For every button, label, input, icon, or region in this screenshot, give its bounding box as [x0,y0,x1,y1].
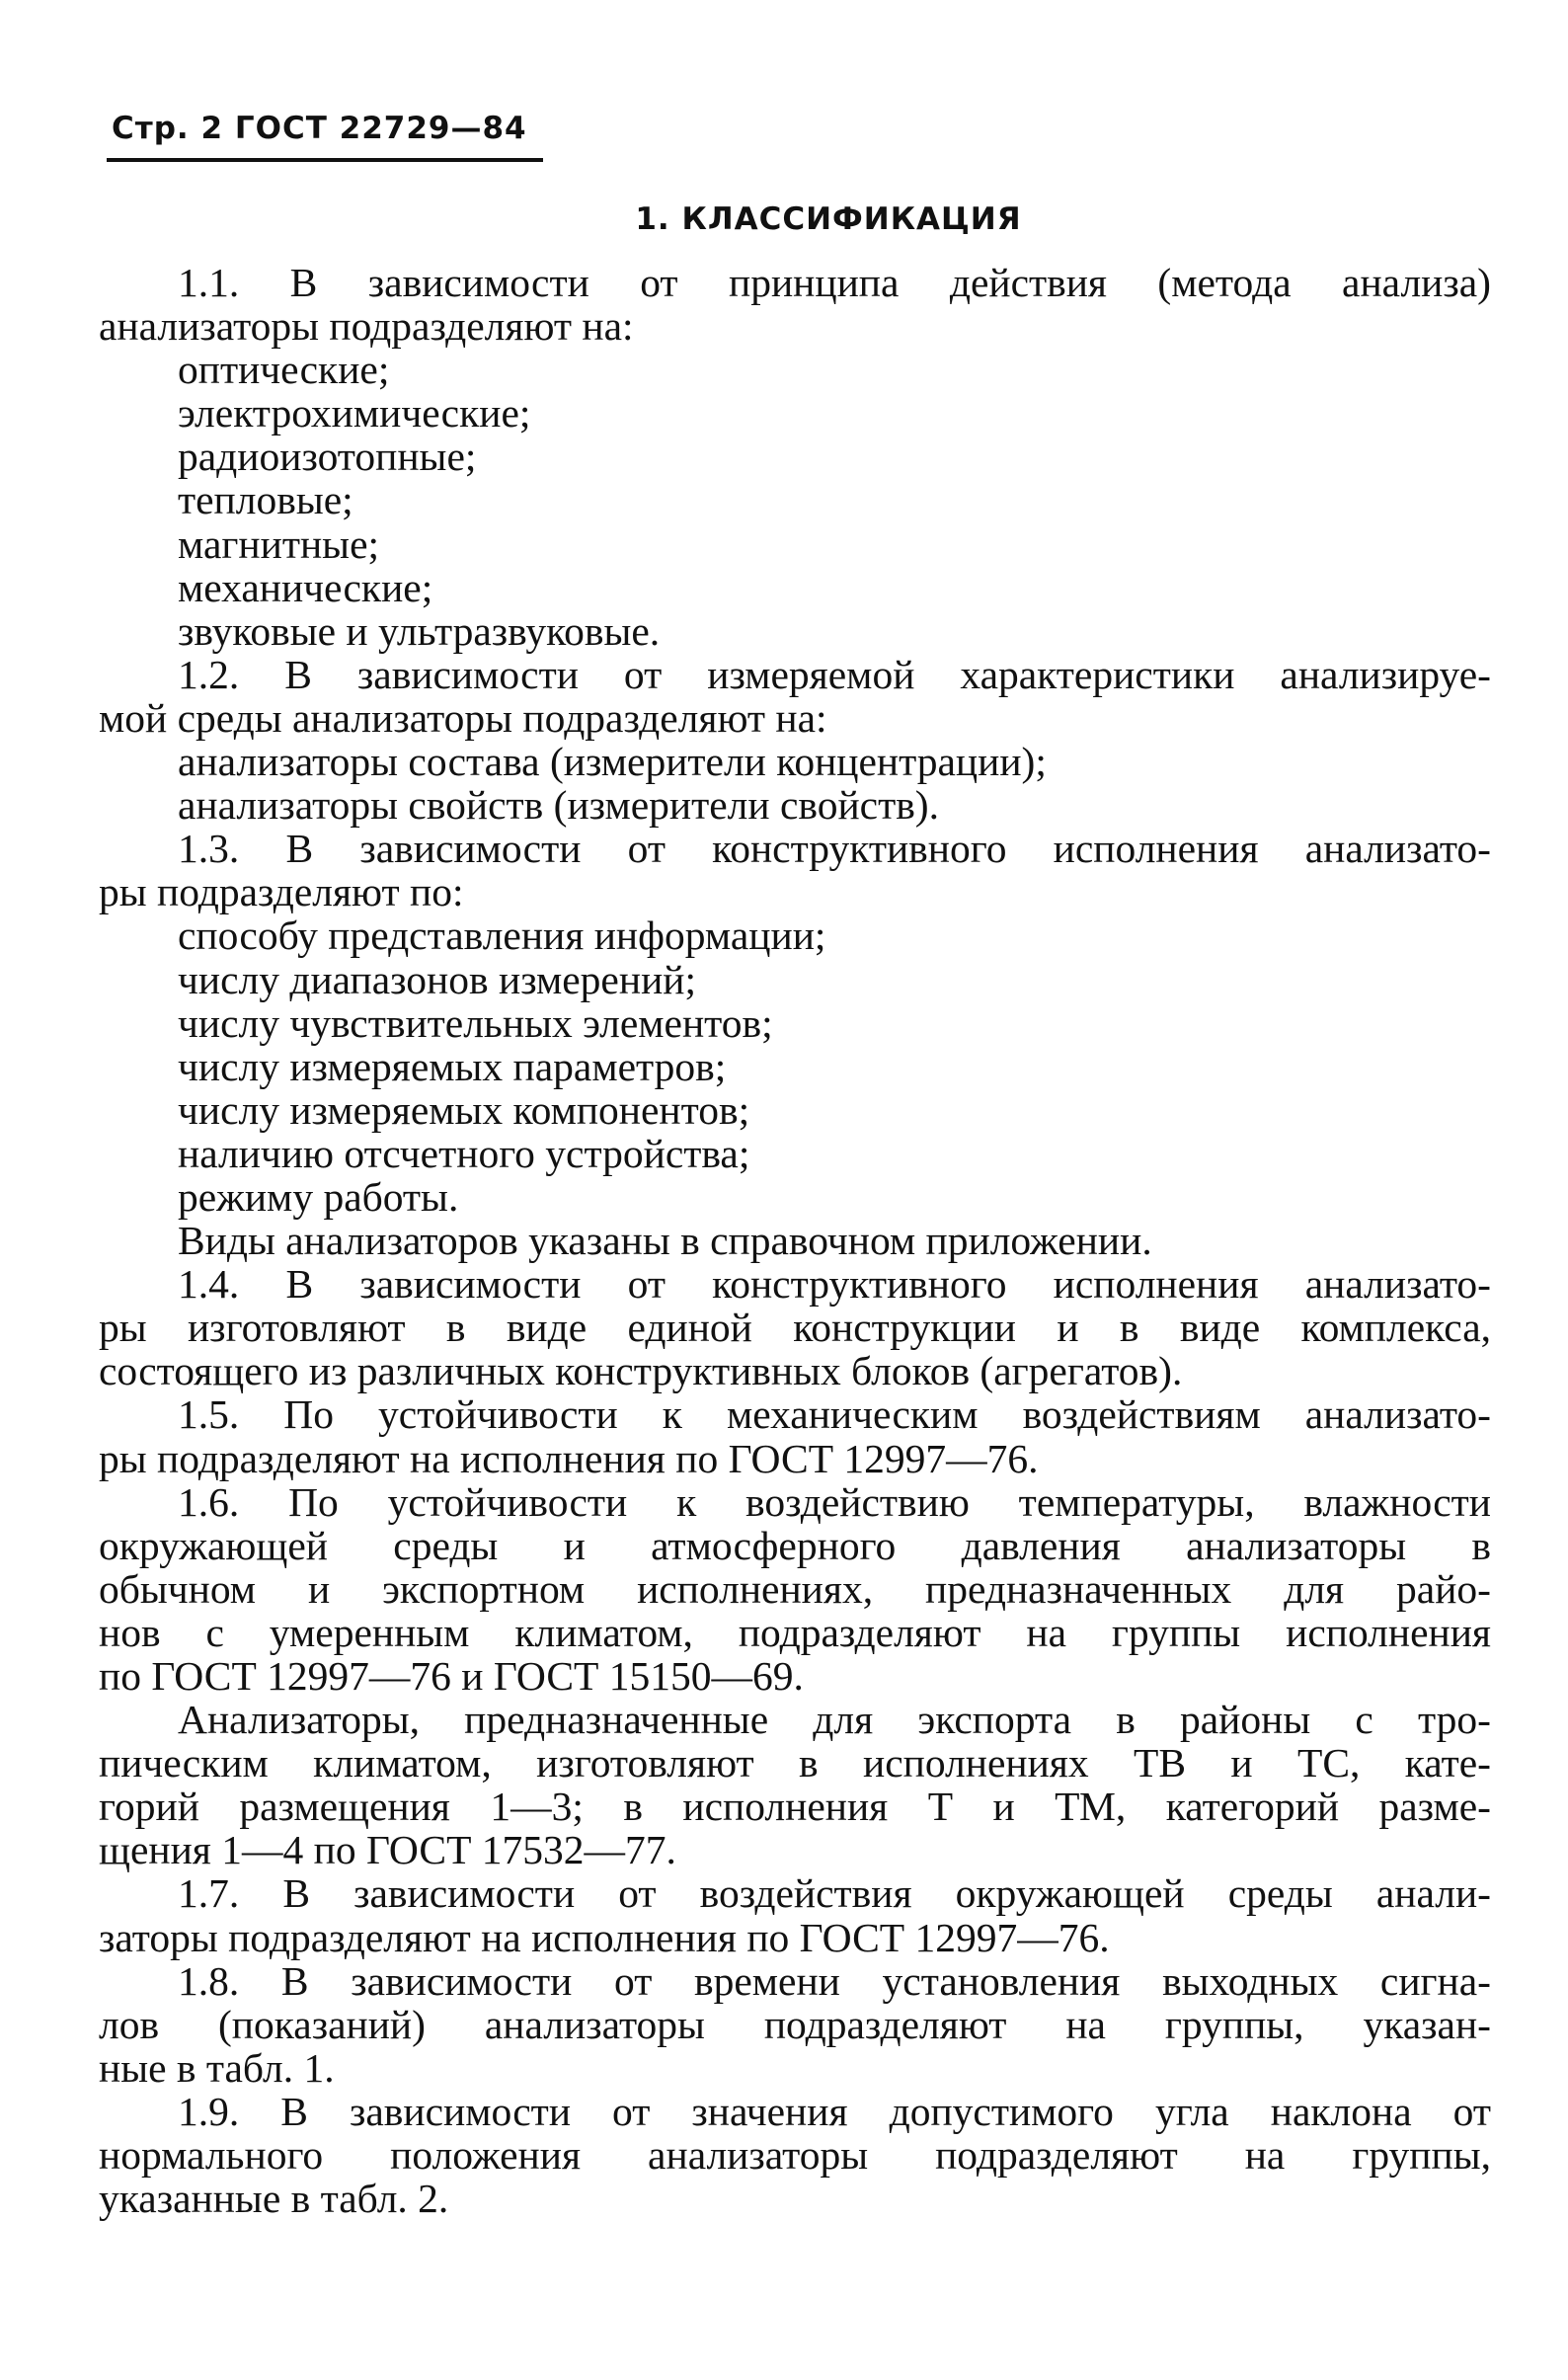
list-item: тепловые; [178,477,353,523]
text-line: щения 1—4 по ГОСТ 17532—77. [99,1827,676,1873]
list-item: анализаторы состава (измерители концентрации); [178,739,1047,785]
list-item: числу измеряемых параметров; [178,1043,727,1089]
section-title: 1. КЛАССИФИКАЦИЯ [635,201,1022,237]
text-line: лов (показаний) анализаторы подразделяют на группы, указан- [99,2001,1491,2047]
text-line: нов с умеренным климатом, подразделяют на группы исполнения [99,1609,1491,1655]
list-item: радиоизотопные; [178,434,477,480]
text-line: горий размещения 1—3; в исполнения Т и ТМ, категорий разме- [99,1784,1491,1830]
text-line: 1.1. В зависимости от принципа действия (метода анализа) [178,260,1491,305]
text-line: указанные в табл. 2. [99,2176,449,2222]
list-item: звуковые и ультразвуковые. [178,607,661,654]
text-line: 1.6. По устойчивости к воздействию температуры, влажности [178,1478,1491,1525]
text-line: пическим климатом, изготовляют в исполнениях ТВ и ТС, кате- [99,1740,1491,1786]
text-line: 1.9. В зависимости от значения допустимого угла наклона от [178,2088,1491,2134]
list-item: анализаторы свойств (измерители свойств). [178,782,939,829]
text-line: нормального положения анализаторы подразделяют на группы, [99,2132,1491,2179]
list-item: электрохимические; [178,390,531,436]
text-line: ры подразделяют на исполнения по ГОСТ 12997—76. [99,1435,1039,1481]
text-line: по ГОСТ 12997—76 и ГОСТ 15150—69. [99,1653,804,1699]
text-line: мой среды анализаторы подразделяют на: [99,694,827,741]
text-line: 1.3. В зависимости от конструктивного исполнения анализато- [178,826,1491,872]
list-item: режиму работы. [178,1173,459,1220]
list-item: числу измеряемых компонентов; [178,1086,750,1133]
text-line: 1.8. В зависимости от времени установления выходных сигна- [178,1957,1491,2004]
list-item: наличию отсчетного устройства; [178,1130,750,1176]
text-line: ные в табл. 1. [99,2044,335,2091]
text-line: ры изготовляют в виде единой конструкции и в виде комплекса, [99,1305,1491,1351]
body-text [99,261,1491,2220]
text-line: 1.5. По устойчивости к механическим воздействиям анализато- [178,1391,1491,1438]
list-item: оптические; [178,347,390,393]
list-item: механические; [178,564,433,610]
list-item: магнитные; [178,520,380,567]
list-item: числу чувствительных элементов; [178,999,773,1046]
text-line: окружающей среды и атмосферного давления анализаторы в [99,1522,1491,1568]
text-line: анализаторы подразделяют на: [99,303,634,350]
text-line: заторы подразделяют на исполнения по ГОСТ 12997—76. [99,1914,1110,1960]
running-header: Стр. 2 ГОСТ 22729—84 [112,111,527,146]
text-line: 1.4. В зависимости от конструктивного исполнения анализато- [178,1261,1491,1308]
header-rule [107,158,543,162]
text-line: ры подразделяют по: [99,869,464,915]
list-item: способу представления информации; [178,912,826,959]
text-line: состоящего из различных конструктивных блоков (агрегатов). [99,1348,1183,1394]
text-line: Виды анализаторов указаны в справочном приложении. [178,1218,1152,1264]
text-line: 1.2. В зависимости от измеряемой характеристики анализируе- [178,651,1491,697]
text-line: 1.7. В зависимости от воздействия окружающей среды анали- [178,1870,1491,1917]
text-line: обычном и экспортном исполнениях, предназначенных для райо- [99,1565,1491,1612]
text-line: Анализаторы, предназначенные для экспорта в районы с тро- [178,1697,1491,1743]
list-item: числу диапазонов измерений; [178,956,697,1002]
